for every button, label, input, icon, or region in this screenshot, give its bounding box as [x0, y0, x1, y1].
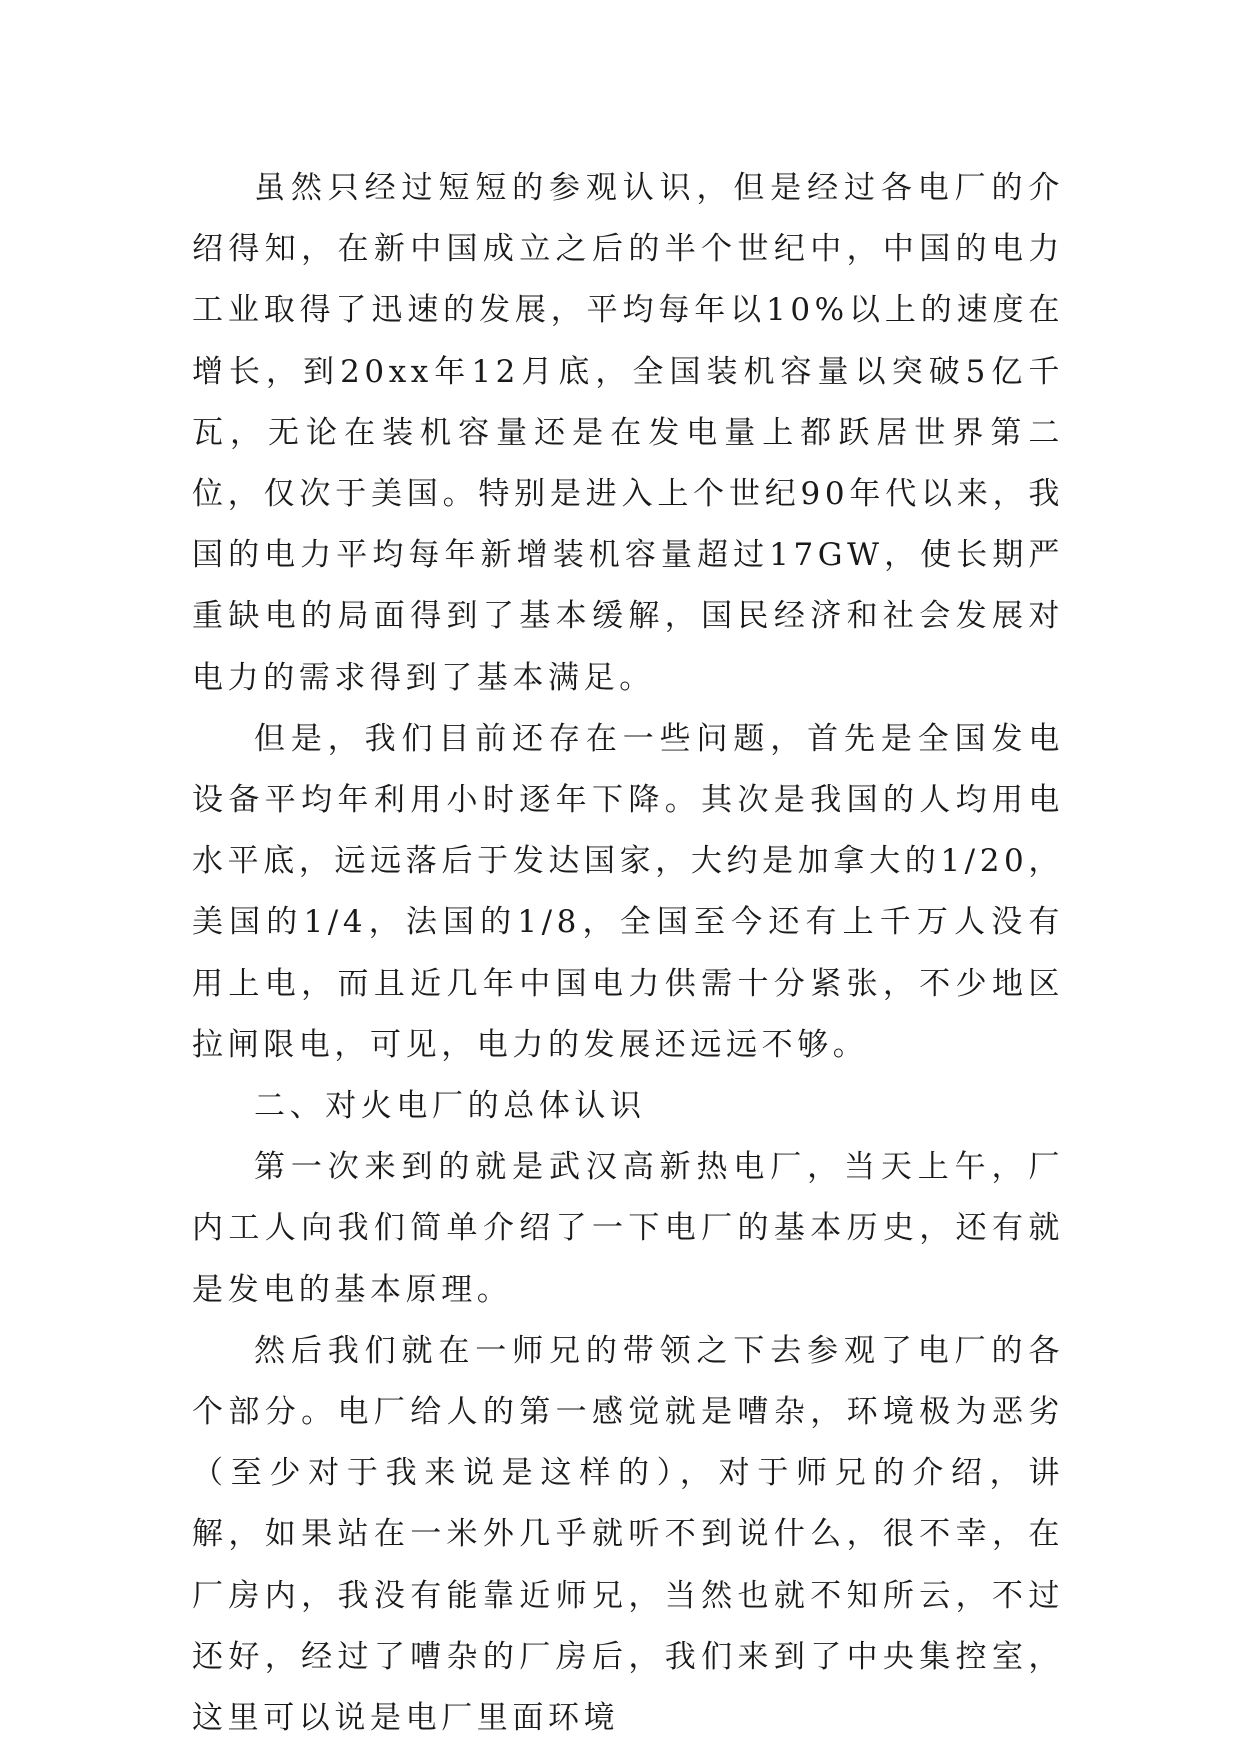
document-body [192, 158, 1064, 1749]
section-heading: 二、对火电厂的总体认识 [254, 1088, 646, 1125]
paragraph-first-visit: 第一次来到的就是武汉高新热电厂，当天上午，厂内工人向我们简单介绍了一下电厂的基本历史，还有就是发电的基本原理。 [192, 1149, 1064, 1308]
paragraph-plant-tour: 然后我们就在一师兄的带领之下去参观了电厂的各个部分。电厂给人的第一感觉就是嘈杂，环境极为恶劣（至少对于我来说是这样的），对于师兄的介绍，讲解，如果站在一米外几乎就听不到说什么，很不幸，在厂房内，我没有能靠近师兄，当然也就不知所云，不过还好，经过了嘈杂的厂房后，我们来到了中央集控室，这里可以说是电厂里面环境 [192, 1332, 1064, 1737]
paragraph-power-development: 虽然只经过短短的参观认识，但是经过各电厂的介绍得知，在新中国成立之后的半个世纪中，中国的电力工业取得了迅速的发展，平均每年以10%以上的速度在增长，到20xx年12月底，全国装机容量以突破5亿千瓦，无论在装机容量还是在发电量上都跃居世界第二位，仅次于美国。特别是进入上个世纪90年代以来，我国的电力平均每年新增装机容量超过17GW，使长期严重缺电的局面得到了基本缓解，国民经济和社会发展对电力的需求得到了基本满足。 [192, 170, 1064, 696]
paragraph-existing-problems: 但是，我们目前还存在一些问题，首先是全国发电设备平均年利用小时逐年下降。其次是我国的人均用电水平底，远远落后于发达国家，大约是加拿大的1/20，美国的1/4，法国的1/8，全国至今还有上千万人没有用上电，而且近几年中国电力供需十分紧张，不少地区拉闸限电，可见，电力的发展还远远不够。 [192, 720, 1064, 1063]
